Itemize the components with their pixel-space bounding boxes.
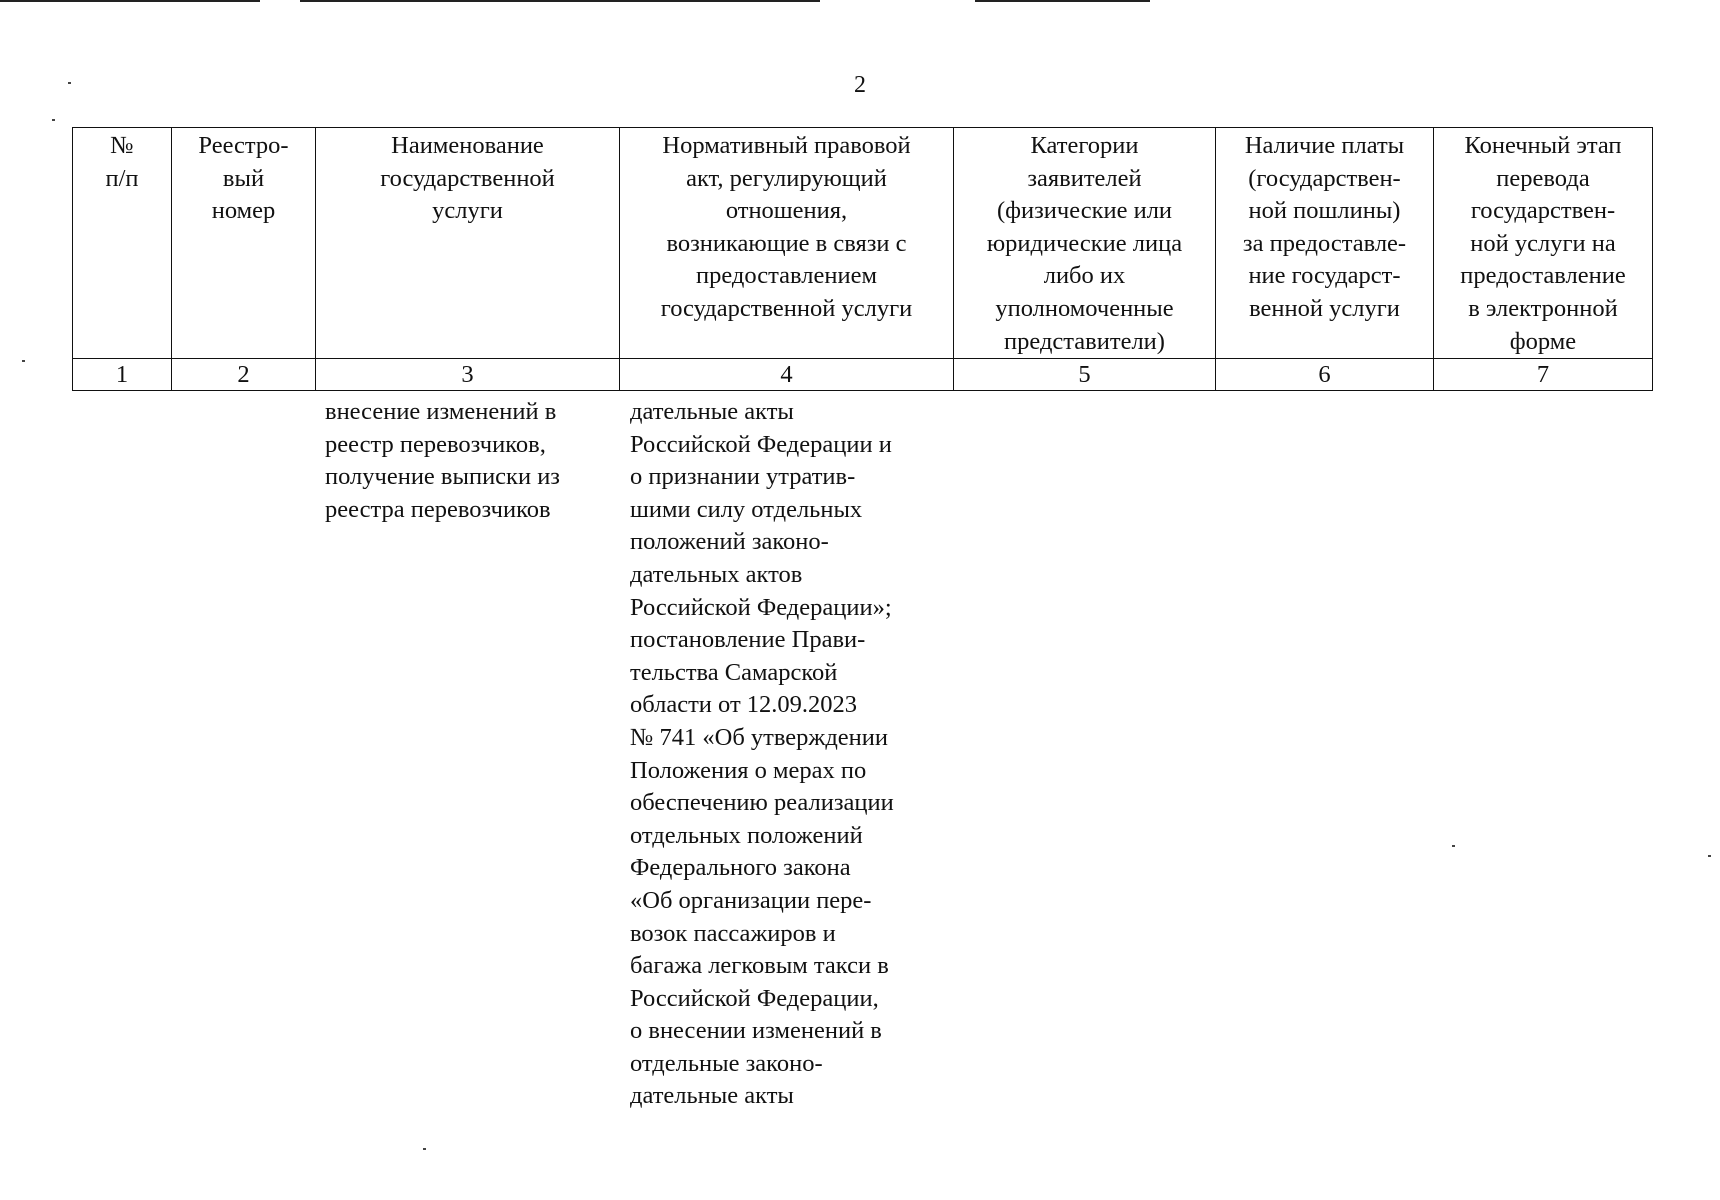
table-header-row: [73, 128, 1653, 359]
header-line: за предоставле-: [1242, 229, 1407, 257]
text-line: Федерального закона: [630, 854, 851, 882]
service-name-continuation: [325, 396, 560, 526]
header-line: предоставлением: [696, 262, 877, 290]
header-line: акт, регулирующий: [686, 164, 887, 192]
header-line: возникающие в связи с: [666, 229, 907, 257]
header-cell-legal-act: [620, 128, 954, 359]
header-line: государственной услуги: [660, 294, 913, 322]
header-line: (государствен-: [1248, 164, 1401, 192]
text-line: отдельных положений: [630, 821, 863, 849]
header-line: номер: [211, 197, 276, 225]
text-line: внесение изменений в: [325, 398, 557, 425]
header-line: в электронной: [1468, 294, 1618, 322]
header-line: Категории: [1030, 132, 1139, 159]
header-line: ной услуги на: [1470, 229, 1616, 257]
text-line: Российской Федерации»;: [630, 593, 892, 621]
text-line: положений законо-: [630, 528, 829, 556]
column-number-cell: 1: [73, 359, 172, 391]
column-number-cell: 4: [620, 359, 954, 391]
header-line: государственной: [380, 164, 555, 192]
text-line: получение выписки из: [325, 463, 560, 491]
header-line: ние государст-: [1248, 262, 1401, 290]
header-line: вый: [222, 164, 265, 192]
header-cell-num: [73, 128, 172, 359]
legal-act-continuation: [630, 396, 894, 1113]
header-cell-registry: [172, 128, 316, 359]
text-line: возок пассажиров и: [630, 919, 836, 947]
header-cell-service-name: [316, 128, 620, 359]
column-number-cell: 7: [1434, 359, 1653, 391]
scan-speck: [52, 119, 55, 121]
scan-speck: [22, 360, 25, 362]
scan-edge-mark: [0, 0, 260, 2]
scan-edge-mark: [300, 0, 820, 2]
column-number-row: [73, 359, 1653, 391]
scan-speck: [1452, 845, 1455, 847]
text-line: постановление Прави-: [630, 626, 866, 654]
services-table: [72, 127, 1653, 391]
text-line: отдельные законо-: [630, 1049, 823, 1077]
header-line: ной пошлины): [1248, 197, 1401, 225]
scan-speck: [1708, 855, 1711, 857]
header-line: государствен-: [1470, 197, 1616, 225]
header-line: уполномоченные: [995, 294, 1174, 322]
header-line: Конечный этап: [1464, 132, 1622, 159]
column-number-cell: 6: [1216, 359, 1434, 391]
text-line: о внесении изменений в: [630, 1017, 882, 1045]
header-cell-fee: [1216, 128, 1434, 359]
header-line: Нормативный правовой: [662, 132, 911, 159]
header-line: либо их: [1043, 262, 1126, 290]
column-number-cell: 5: [954, 359, 1216, 391]
header-line: Реестро-: [198, 132, 289, 159]
text-line: дательных актов: [630, 560, 803, 588]
text-line: реестра перевозчиков: [325, 495, 551, 523]
header-line: Наличие платы: [1244, 132, 1405, 159]
header-line: №: [110, 132, 134, 159]
scan-speck: [423, 1148, 426, 1150]
header-line: заявителей: [1027, 164, 1142, 192]
header-line: перевода: [1496, 164, 1590, 192]
header-line: представители): [1004, 327, 1165, 355]
header-line: услуги: [432, 197, 503, 225]
text-line: багажа легковым такси в: [630, 952, 889, 980]
text-line: Положения о мерах по: [630, 756, 867, 784]
text-line: реестр перевозчиков,: [325, 430, 546, 458]
text-line: о признании утратив-: [630, 463, 856, 491]
text-line: № 741 «Об утверждении: [630, 723, 889, 751]
text-line: области от 12.09.2023: [630, 691, 858, 719]
text-line: Российской Федерации и: [630, 430, 892, 458]
header-line: юридические лица: [986, 229, 1183, 257]
column-number-cell: 3: [316, 359, 620, 391]
page-number: 2: [854, 72, 866, 98]
text-line: дательные акты: [630, 1082, 794, 1110]
header-line: форме: [1509, 327, 1577, 355]
header-line: венной услуги: [1249, 294, 1400, 322]
header-cell-applicants: [954, 128, 1216, 359]
text-line: «Об организации пере-: [630, 886, 872, 914]
text-line: обеспечению реализации: [630, 789, 894, 817]
header-line: предоставление: [1460, 262, 1626, 290]
text-line: дательные акты: [630, 398, 794, 425]
text-line: тельства Самарской: [630, 658, 838, 686]
header-line: п/п: [105, 164, 139, 192]
text-line: шими силу отдельных: [630, 495, 863, 523]
scan-edge-mark: [975, 0, 1150, 2]
header-line: отношения,: [725, 197, 848, 225]
header-line: (физические или: [996, 197, 1173, 225]
header-cell-final-stage: [1434, 128, 1653, 359]
header-line: Наименование: [391, 132, 544, 159]
text-line: Российской Федерации,: [630, 984, 879, 1012]
column-number-cell: 2: [172, 359, 316, 391]
